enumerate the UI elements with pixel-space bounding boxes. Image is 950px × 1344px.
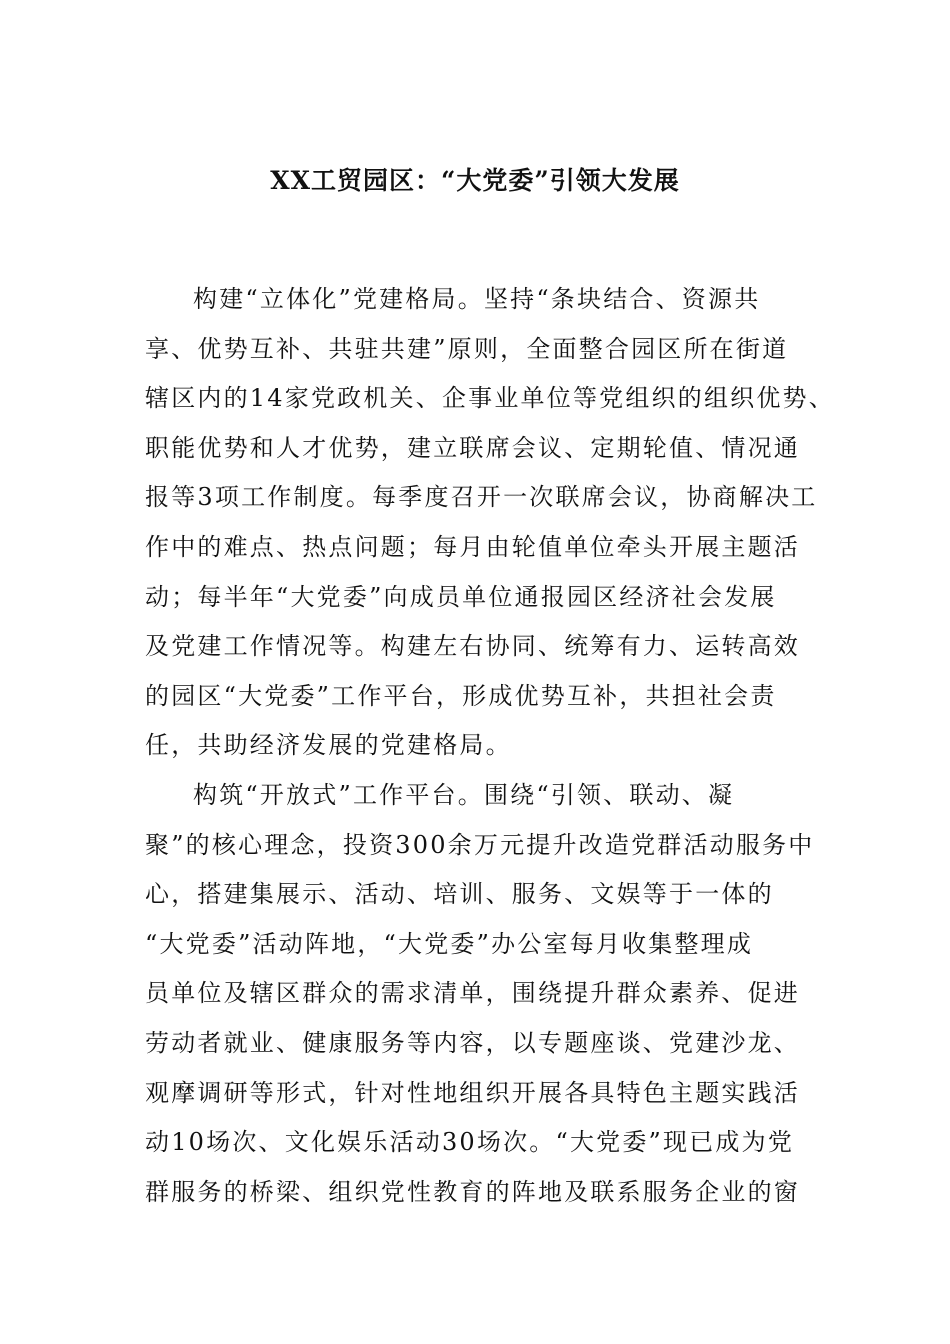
paragraph-1-line-4: 职能优势和人才优势，建立联席会议、定期轮值、情况通 <box>145 433 800 462</box>
paragraph-2-line-6: 劳动者就业、健康服务等内容，以专题座谈、党建沙龙、 <box>145 1028 800 1057</box>
document-body <box>145 275 835 1217</box>
paragraph-2-line-7: 观摩调研等形式，针对性地组织开展各具特色主题实践活 <box>145 1078 800 1107</box>
paragraph-1-line-6: 作中的难点、热点问题；每月由轮值单位牵头开展主题活 <box>145 532 800 561</box>
paragraph-2-line-2: 聚”的核心理念，投资300余万元提升改造党群活动服务中 <box>145 830 815 859</box>
paragraph-2-line-5: 员单位及辖区群众的需求清单，围绕提升群众素养、促进 <box>145 979 800 1008</box>
paragraph-2-line-1: 构筑“开放式”工作平台。围绕“引领、联动、凝 <box>193 780 735 809</box>
paragraph-2-line-3: 心，搭建集展示、活动、培训、服务、文娱等于一体的 <box>145 880 774 909</box>
paragraph-1-line-10: 任，共助经济发展的党建格局。 <box>145 731 512 760</box>
paragraph-1-line-1: 构建“立体化”党建格局。坚持“条块结合、资源共 <box>193 285 761 313</box>
paragraph-2-line-9: 群服务的桥梁、组织党性教育的阵地及联系服务企业的窗 <box>145 1177 800 1206</box>
paragraph-1-line-7: 动；每半年“大党委”向成员单位通报园区经济社会发展 <box>145 582 777 611</box>
paragraph-1-line-8: 及党建工作情况等。构建左右协同、统筹有力、运转高效 <box>145 632 800 661</box>
paragraph-2-line-8: 动10场次、文化娱乐活动30场次。“大党委”现已成为党 <box>145 1128 795 1157</box>
paragraph-1-line-9: 的园区“大党委”工作平台，形成优势互补，共担社会责 <box>145 681 777 710</box>
paragraph-1-line-3: 辖区内的14家党政机关、企事业单位等党组织的组织优势、 <box>145 384 835 413</box>
document-title: XX工贸园区：“大党委”引领大发展 <box>270 166 680 195</box>
paragraph-1-line-2: 享、优势互补、共驻共建”原则，全面整合园区所在街道 <box>145 334 789 363</box>
paragraph-2-line-4: “大党委”活动阵地，“大党委”办公室每月收集整理成 <box>145 929 754 958</box>
paragraph-1-line-5: 报等3项工作制度。每季度召开一次联席会议，协商解决工 <box>145 483 818 512</box>
